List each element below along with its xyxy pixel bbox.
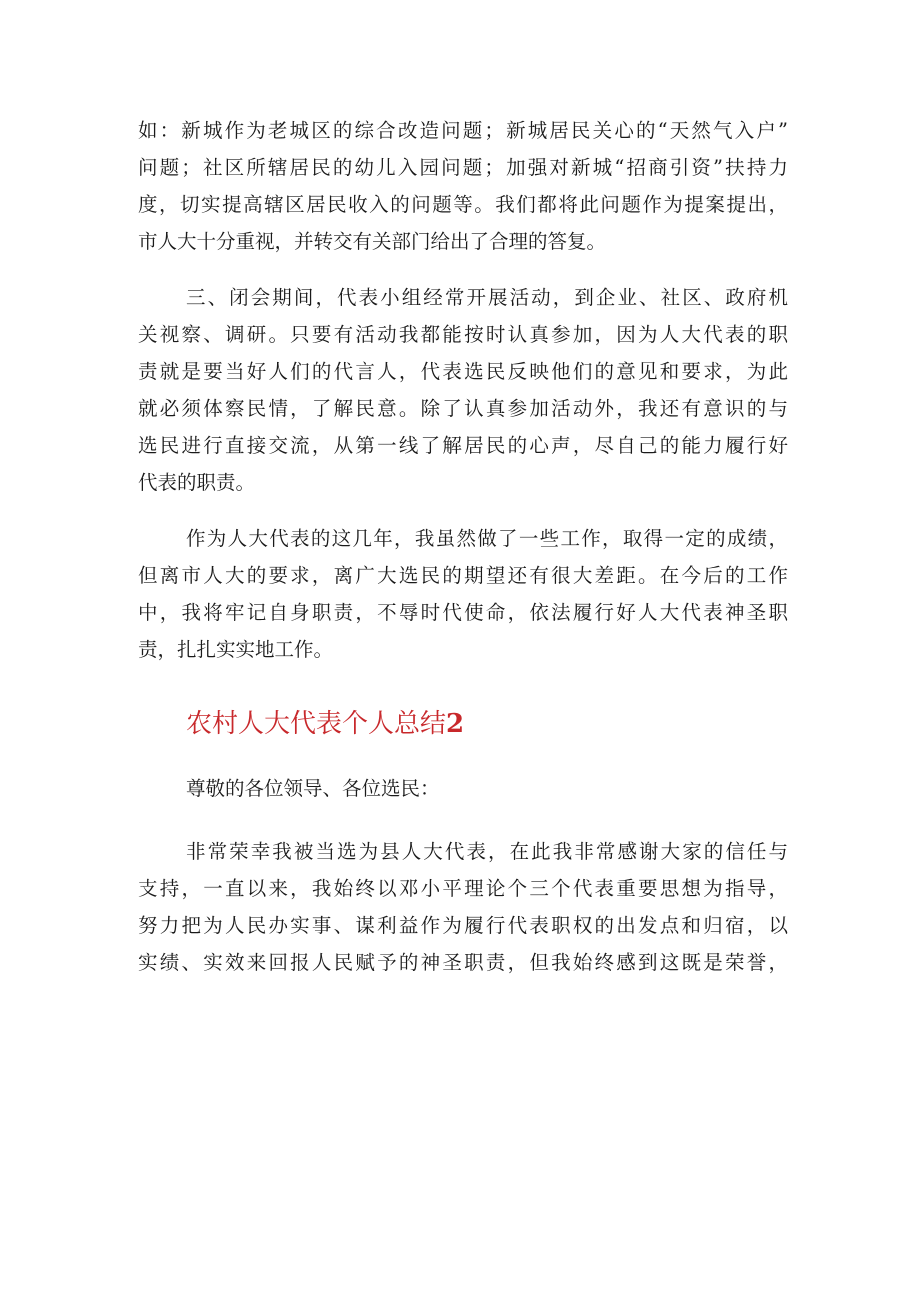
paragraph-line: 中，我将牢记自身职责，不辱时代使命，依法履行好人大代表神圣职 (138, 601, 788, 624)
paragraph-line: 代表的职责。 (138, 471, 256, 494)
section-heading (186, 704, 788, 744)
paragraph-line: 责就是要当好人们的代言人，代表选民反映他们的意见和要求，为此 (138, 360, 788, 383)
paragraph-line: 非常荣幸我被当选为县人大代表，在此我非常感谢大家的信任与 (186, 840, 788, 863)
paragraph-line: 市人大十分重视，并转交有关部门给出了合理的答复。 (138, 230, 607, 253)
paragraph-line: 三、闭会期间，代表小组经常开展活动，到企业、社区、政府机 (186, 286, 788, 309)
paragraph-line: 实绩、实效来回报人民赋予的神圣职责，但我始终感到这既是荣誉， (138, 951, 788, 974)
paragraph-opening (138, 833, 788, 981)
paragraph-closing (138, 520, 788, 668)
paragraph-line: 作为人大代表的这几年，我虽然做了一些工作，取得一定的成绩， (186, 527, 788, 550)
paragraph-line: 问题；社区所辖居民的幼儿入园问题；加强对新城“招商引资”扶持力 (138, 156, 788, 179)
paragraph-line: 选民进行直接交流，从第一线了解居民的心声，尽自己的能力履行好 (138, 434, 788, 457)
heading-text: 农村人大代表个人总结 (186, 709, 447, 739)
document-page (138, 112, 788, 981)
paragraph-line: 责，扎扎实实地工作。 (138, 638, 334, 661)
paragraph-continuation (138, 112, 788, 260)
paragraph-line: 如：新城作为老城区的综合改造问题；新城居民关心的“天然气入户” (138, 119, 788, 142)
paragraph-line: 支持，一直以来，我始终以邓小平理论个三个代表重要思想为指导， (138, 877, 788, 900)
paragraph-line: 但离市人大的要求，离广大选民的期望还有很大差距。在今后的工作 (138, 564, 788, 587)
salutation (138, 770, 788, 807)
paragraph-section-three (138, 279, 788, 501)
paragraph-line: 度，切实提高辖区居民收入的问题等。我们都将此问题作为提案提出， (138, 193, 788, 216)
salutation-text: 尊敬的各位领导、各位选民： (186, 777, 440, 800)
paragraph-line: 努力把为人民办实事、谋利益作为履行代表职权的出发点和归宿，以 (138, 914, 788, 937)
paragraph-line: 关视察、调研。只要有活动我都能按时认真参加，因为人大代表的职 (138, 323, 788, 346)
paragraph-line: 就必须体察民情，了解民意。除了认真参加活动外，我还有意识的与 (138, 397, 788, 420)
heading-number: 2 (446, 709, 465, 739)
